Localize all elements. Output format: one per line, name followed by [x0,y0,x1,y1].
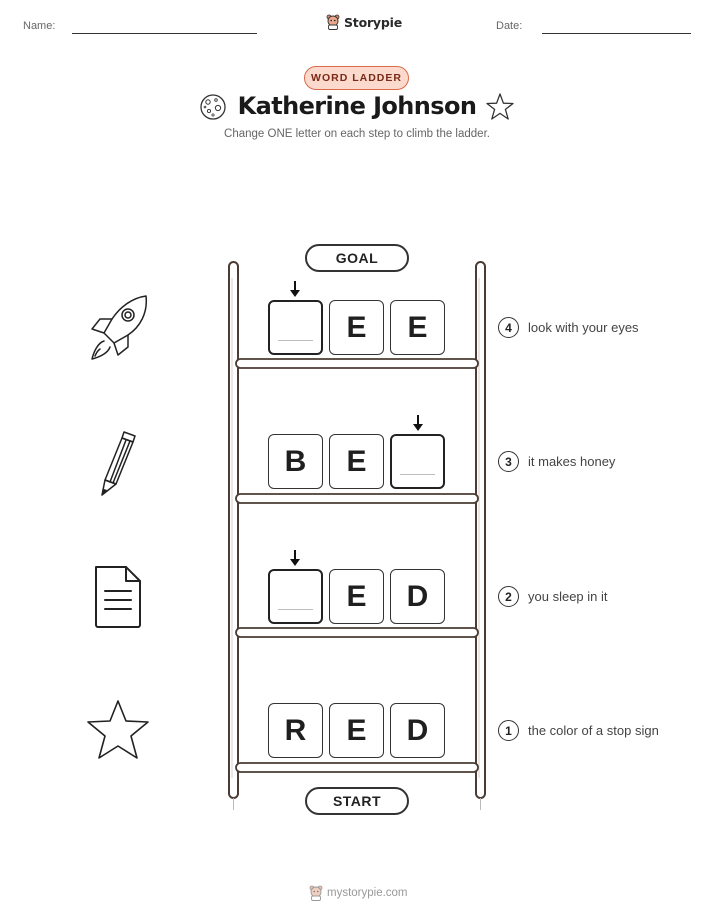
letter-tile: E [390,300,445,355]
page-title: Katherine Johnson [237,92,477,120]
letter-tile: B [268,434,323,489]
storypie-bear-icon [326,14,340,30]
brand-name: Storypie [344,14,402,30]
clue-text: you sleep in it [528,589,608,604]
step-number: 2 [498,586,519,607]
letter-tile-blank[interactable] [268,569,323,624]
clue-text: the color of a stop sign [528,723,659,738]
clue-row [498,586,608,607]
storypie-bear-icon [309,885,323,901]
footer-site[interactable]: mystorypie.com [327,887,408,899]
rocket-icon [84,293,152,363]
step-number: 1 [498,720,519,741]
letter-tile: E [329,569,384,624]
worksheet-type-badge: WORD LADDER [304,66,409,90]
letter-tile: E [329,434,384,489]
letter-tile: R [268,703,323,758]
step-number: 4 [498,317,519,338]
start-label: START [305,787,409,815]
star-icon [84,698,152,764]
date-label: Date: [496,20,523,32]
change-arrow-icon [412,414,424,432]
date-line[interactable] [542,33,691,34]
step-number: 3 [498,451,519,472]
clue-text: it makes honey [528,454,616,469]
letter-tile: D [390,569,445,624]
pencil-icon [96,428,140,498]
clue-row [498,720,659,741]
letter-tile: E [329,703,384,758]
clue-row [498,317,639,338]
footer [309,885,408,901]
instructions: Change ONE letter on each step to climb the ladder. [224,128,490,140]
letter-tile: D [390,703,445,758]
letter-tile: E [329,300,384,355]
clue-row [498,451,615,472]
clue-text: look with your eyes [528,320,639,335]
name-line[interactable] [72,33,257,34]
goal-label: GOAL [305,244,409,272]
change-arrow-icon [289,549,301,567]
letter-tile-blank[interactable] [390,434,445,489]
star-outline-icon [485,92,515,122]
document-icon [92,563,144,629]
letter-tile-blank[interactable] [268,300,323,355]
name-label: Name: [23,20,56,32]
change-arrow-icon [289,280,301,298]
brand-logo [326,14,402,30]
